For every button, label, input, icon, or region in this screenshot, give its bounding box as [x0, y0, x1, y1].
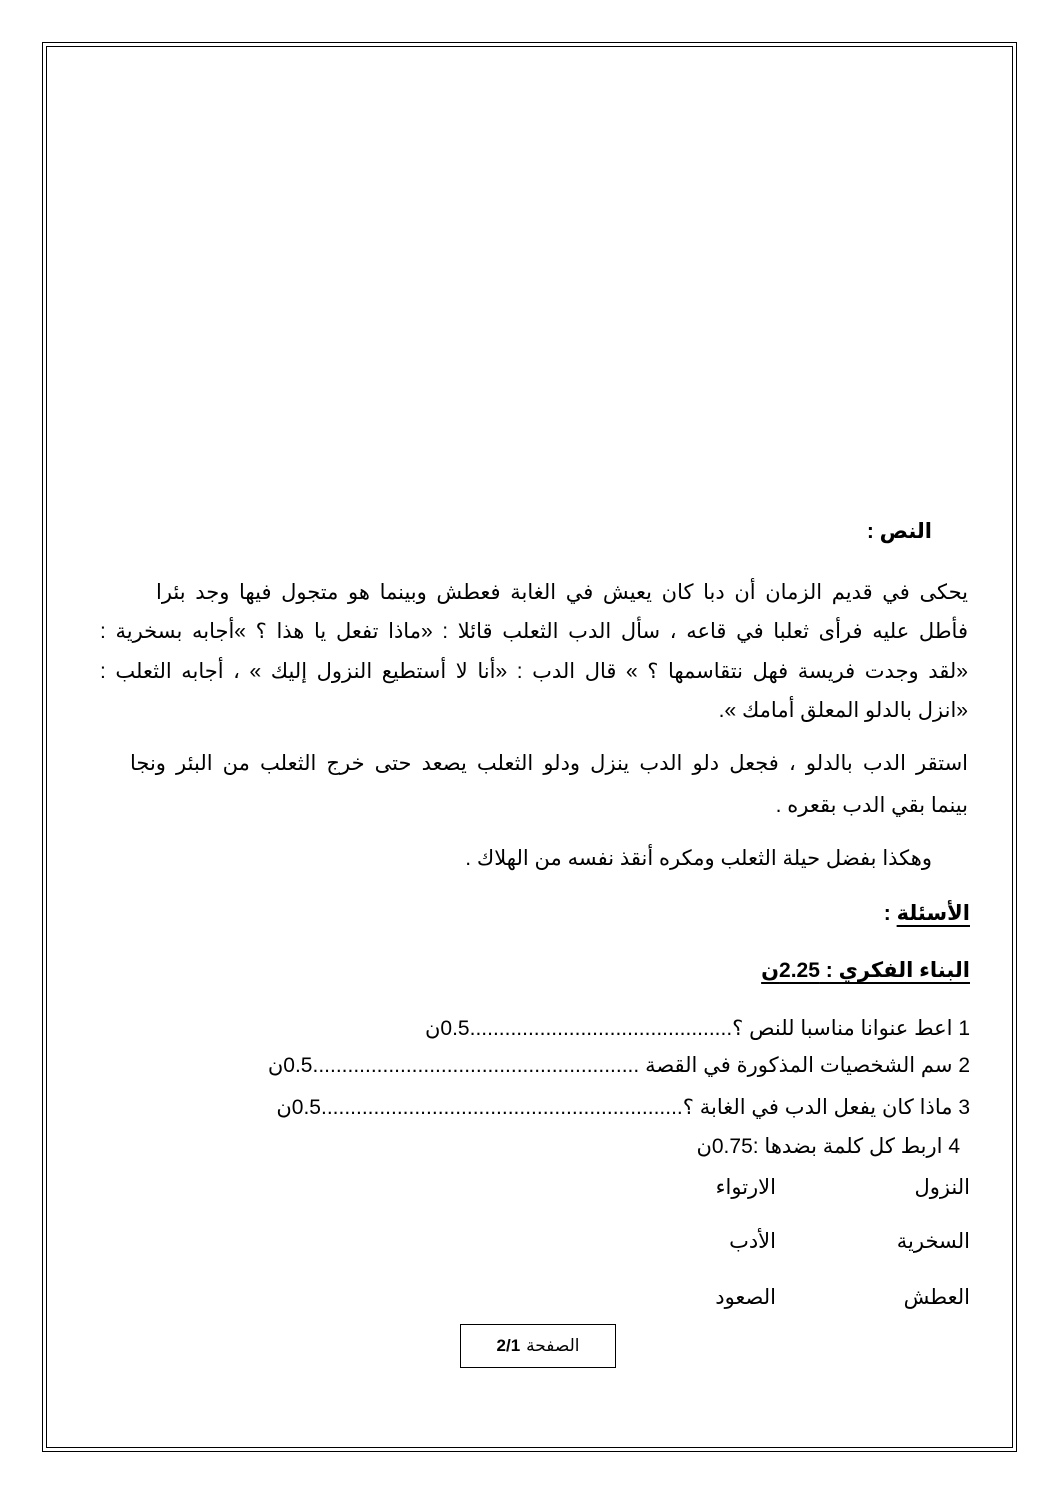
page-number-box: [460, 1324, 616, 1368]
paragraph-line: «انزل بالدلو المعلق أمامك ».: [718, 699, 968, 722]
match-word-left: الصعود: [715, 1286, 776, 1309]
section-heading: البناء الفكري : 2.25ن: [761, 959, 970, 982]
paragraph-line: استقر الدب بالدلو ، فجعل دلو الدب ينزل ودلو الثعلب يصعد حتى خرج الثعلب من البئر ونجا: [130, 752, 968, 775]
match-word-right: العطش: [903, 1286, 970, 1309]
questions-heading-colon: :: [883, 902, 891, 925]
question-item: 2 سم الشخصيات المذكورة في القصة ........................................................0.5ن: [267, 1054, 970, 1077]
page-number: 2/1: [496, 1336, 521, 1355]
text-heading: النص :: [866, 520, 932, 543]
paragraph-line: «لقد وجدت فريسة فهل نتقاسمها ؟ » قال الدب : «أنا لا أستطيع النزول إليك » ، أجابه الثعلب :: [100, 660, 968, 683]
page-label: الصفحة: [526, 1336, 580, 1355]
questions-heading: [884, 900, 970, 928]
paragraph-line: بينما بقي الدب بقعره .: [775, 794, 968, 817]
match-word-right: السخرية: [896, 1230, 970, 1253]
paragraph-line: يحكى في قديم الزمان أن دبا كان يعيش في الغابة فعطش وبينما هو متجول فيها وجد بئرا: [156, 581, 968, 604]
match-word-left: الارتواء: [715, 1176, 776, 1199]
paragraph-line: فأطل عليه فرأى ثعلبا في قاعه ، سأل الدب الثعلب قائلا : «ماذا تفعل يا هذا ؟ »أجابه بسخرية :: [100, 620, 968, 643]
questions-heading-label: الأسئلة: [896, 902, 970, 925]
question-item: 1 اعط عنوانا مناسبا للنص ؟.............................................0.5ن: [424, 1017, 970, 1040]
question-item: 3 ماذا كان يفعل الدب في الغابة ؟..............................................................0.5ن: [276, 1096, 970, 1119]
paragraph-line: وهكذا بفضل حيلة الثعلب ومكره أنقذ نفسه من الهلاك .: [465, 847, 932, 870]
match-word-right: النزول: [914, 1176, 970, 1199]
match-word-left: الأدب: [729, 1230, 776, 1253]
question-item: 4 اربط كل كلمة بضدها :0.75ن: [696, 1135, 960, 1158]
